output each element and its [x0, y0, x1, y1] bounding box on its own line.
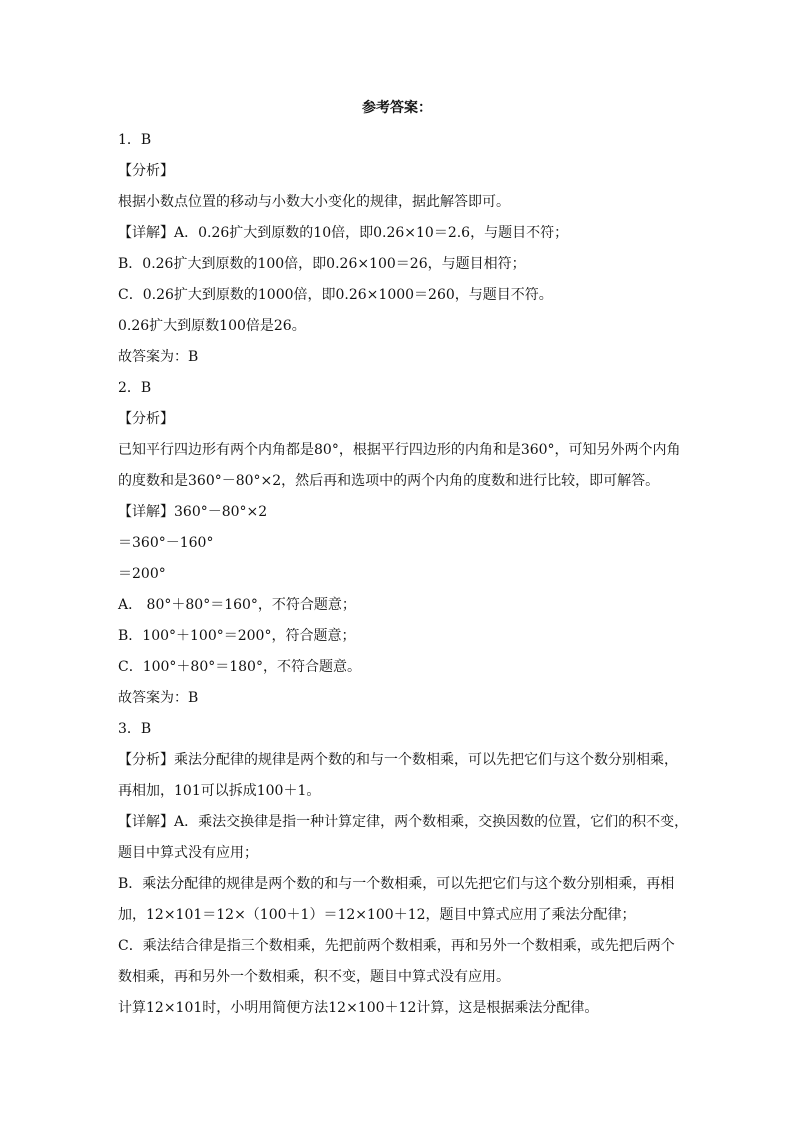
- answer-3-detail-c-1: C．乘法结合律是指三个数相乘，先把前两个数相乘，再和另外一个数相乘，或先把后两个: [118, 938, 675, 954]
- answer-1-final: 故答案为：B: [118, 349, 199, 365]
- answer-2-detail-2: ＝360°－160°: [118, 535, 214, 551]
- answer-1-conclusion: 0.26扩大到原数100倍是26。: [118, 318, 306, 334]
- answer-2-number: 2．B: [118, 380, 152, 396]
- answer-3-number: 3．B: [118, 721, 152, 737]
- answer-3-detail-a-1: 【详解】A．乘法交换律是指一种计算定律，两个数相乘，交换因数的位置，它们的积不变，: [118, 814, 689, 830]
- answer-2-detail-3: ＝200°: [118, 566, 166, 582]
- page-title: 参考答案：: [362, 100, 432, 116]
- answer-2-analysis-label: 【分析】: [118, 411, 174, 427]
- answer-2-analysis-text-1: 已知平行四边形有两个内角都是80°，根据平行四边形的内角和是360°，可知另外两个内角: [118, 442, 681, 458]
- answer-3-conclusion: 计算12×101时，小明用简便方法12×100＋12计算，这是根据乘法分配律。: [118, 1000, 599, 1016]
- answer-1-analysis-label: 【分析】: [118, 163, 174, 179]
- answer-1-number: 1．B: [118, 132, 152, 148]
- answer-3-detail-b-1: B．乘法分配律的规律是两个数的和与一个数相乘，可以先把它们与这个数分别相乘，再相: [118, 876, 675, 892]
- answer-3-analysis-2: 再相加，101可以拆成100＋1。: [118, 783, 321, 799]
- answer-3-detail-b-2: 加，12×101＝12×（100＋1）＝12×100＋12，题目中算式应用了乘法分配律；: [118, 907, 636, 923]
- answer-content: [118, 125, 698, 1024]
- answer-2-option-c: C．100°＋80°＝180°，不符合题意。: [118, 659, 361, 675]
- answer-1-detail-a: 【详解】A．0.26扩大到原数的10倍，即0.26×10＝2.6，与题目不符；: [118, 225, 569, 241]
- answer-1-detail-c: C．0.26扩大到原数的1000倍，即0.26×1000＝260，与题目不符。: [118, 287, 553, 303]
- answer-2-detail-1: 【详解】360°－80°×2: [118, 504, 268, 520]
- answer-3-detail-c-2: 数相乘，再和另外一个数相乘，积不变，题目中算式没有应用。: [118, 969, 510, 985]
- answer-2-final: 故答案为：B: [118, 690, 199, 706]
- answer-1-detail-b: B．0.26扩大到原数的100倍，即0.26×100＝26，与题目相符；: [118, 256, 526, 272]
- answer-3-detail-a-2: 题目中算式没有应用；: [118, 845, 258, 861]
- answer-2-analysis-text-2: 的度数和是360°－80°×2，然后再和选项中的两个内角的度数和进行比较，即可解答。: [118, 473, 660, 489]
- answer-2-option-a: A． 80°＋80°＝160°，不符合题意；: [118, 597, 356, 613]
- answer-2-option-b: B．100°＋100°＝200°，符合题意；: [118, 628, 356, 644]
- answer-1-analysis-text: 根据小数点位置的移动与小数大小变化的规律，据此解答即可。: [118, 194, 510, 210]
- answer-3-analysis-1: 【分析】乘法分配律的规律是两个数的和与一个数相乘，可以先把它们与这个数分别相乘，: [118, 752, 678, 768]
